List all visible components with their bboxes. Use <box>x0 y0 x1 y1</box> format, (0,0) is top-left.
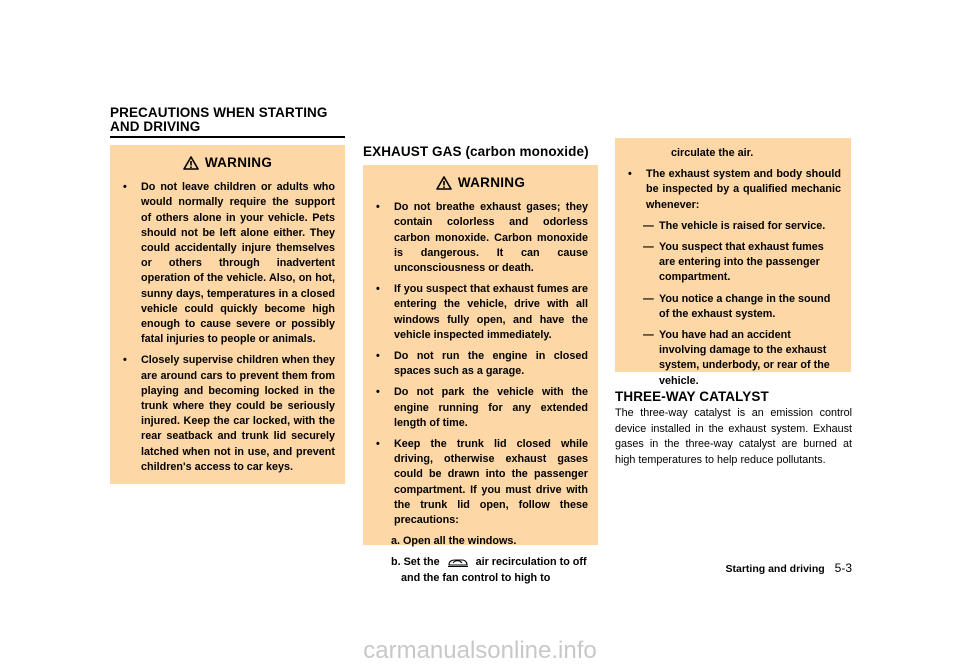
bullet-dot: • <box>376 201 380 214</box>
warning-box-exhaust <box>363 165 598 584</box>
dash-item <box>625 328 841 389</box>
list-item <box>373 437 588 528</box>
page-footer <box>725 561 852 575</box>
section-title-line1: PRECAUTIONS WHEN STARTING <box>110 105 328 120</box>
list-item <box>120 180 335 347</box>
list-item <box>373 282 588 343</box>
warning-header <box>373 175 588 190</box>
catalyst-heading: THREE-WAY CATALYST <box>615 389 769 404</box>
bullet-text: If you suspect that exhaust fumes are entering the vehicle, drive with all windows fully open, and have the vehicle inspected immediately. <box>394 283 588 341</box>
dash-item <box>625 292 841 322</box>
list-item <box>373 200 588 276</box>
catalyst-body: The three-way catalyst is an emission control device installed in the exhaust system. Exhaust gases in the three-way catalyst are burned at high temperatures to help reduce pollutants. <box>615 407 852 466</box>
warning-box-children <box>110 145 345 484</box>
dash-mark: — <box>643 241 654 254</box>
section-divider <box>110 136 345 138</box>
sub-item-b-pre: b. Set the <box>391 556 440 569</box>
bullet-dot: • <box>123 181 127 194</box>
bullet-dot: • <box>123 354 127 367</box>
dash-mark: — <box>643 219 654 232</box>
warning-triangle-icon <box>436 176 452 190</box>
bullet-text: Do not breathe exhaust gases; they contain colorless and odorless carbon monoxide. Carbon monoxide is dangerous. It can cause unconsciousness or death. <box>394 201 588 275</box>
list-item <box>373 385 588 431</box>
exhaust-heading: EXHAUST GAS (carbon monoxide) <box>363 144 589 159</box>
bullet-dot: • <box>376 438 380 451</box>
bullet-dot: • <box>628 168 632 181</box>
section-title <box>110 106 346 134</box>
bullet-text: Do not leave children or adults who would normally require the support of others alone in your vehicle. Pets should not be left alone either. They could accidentally injure themselves or others through inadvertent operation of the vehicle. Also, on hot, sunny days, temperatures in a closed vehicle could quickly become high enough to cause severe or possibly fatal injuries to people or animals. <box>141 181 335 346</box>
dash-text: You suspect that exhaust fumes are entering into the passenger compartment. <box>659 241 824 284</box>
section-title-line2: AND DRIVING <box>110 119 201 134</box>
sub-item-a: a. Open all the windows. <box>391 535 517 548</box>
page-number: 5-3 <box>834 561 852 575</box>
dash-mark: — <box>643 329 654 342</box>
dash-text: You notice a change in the sound of the exhaust system. <box>659 292 831 320</box>
air-recirculation-icon <box>447 557 469 568</box>
continued-text: circulate the air. <box>671 147 754 159</box>
bullet-text: Do not park the vehicle with the engine running for any extended length of time. <box>394 386 588 429</box>
dash-item <box>625 240 841 286</box>
list-item <box>373 349 588 379</box>
bullet-dot: • <box>376 386 380 399</box>
dash-text: The vehicle is raised for service. <box>659 219 826 232</box>
sub-item-b <box>373 555 588 585</box>
warning-label: WARNING <box>457 175 526 190</box>
list-item <box>120 353 335 475</box>
sub-item-b-post: air recirculation to off and the fan control to high to <box>401 556 587 584</box>
bullet-text: Keep the trunk lid closed while driving, otherwise exhaust gases could be drawn into the passenger compartment. If you must drive with the trunk lid open, follow these precautions: <box>394 438 588 527</box>
footer-chapter-label: Starting and driving <box>725 563 825 575</box>
dash-item <box>625 219 841 234</box>
bullet-text: Do not run the engine in closed spaces such as a garage. <box>394 350 588 378</box>
warning-triangle-icon <box>183 156 199 170</box>
dash-text: You have had an accident involving damage to the exhaust system, underbody, or rear of the vehicle. <box>659 329 830 387</box>
bullet-text: The exhaust system and body should be inspected by a qualified mechanic whenever: <box>646 168 841 211</box>
bullet-dot: • <box>376 350 380 363</box>
dash-mark: — <box>643 292 654 305</box>
warning-header <box>120 155 335 170</box>
warning-box-continued <box>615 138 851 387</box>
bullet-text: Closely supervise children when they are around cars to prevent them from playing and becoming locked in the trunk where they could be seriously injured. Keep the car locked, with the rear seatback and trunk lid securely latched when not in use, and prevent children's access to car keys. <box>141 354 335 473</box>
bullet-dot: • <box>376 283 380 296</box>
list-item <box>625 167 841 213</box>
watermark: carmanualsonline.info <box>363 637 597 664</box>
warning-label: WARNING <box>204 155 273 170</box>
